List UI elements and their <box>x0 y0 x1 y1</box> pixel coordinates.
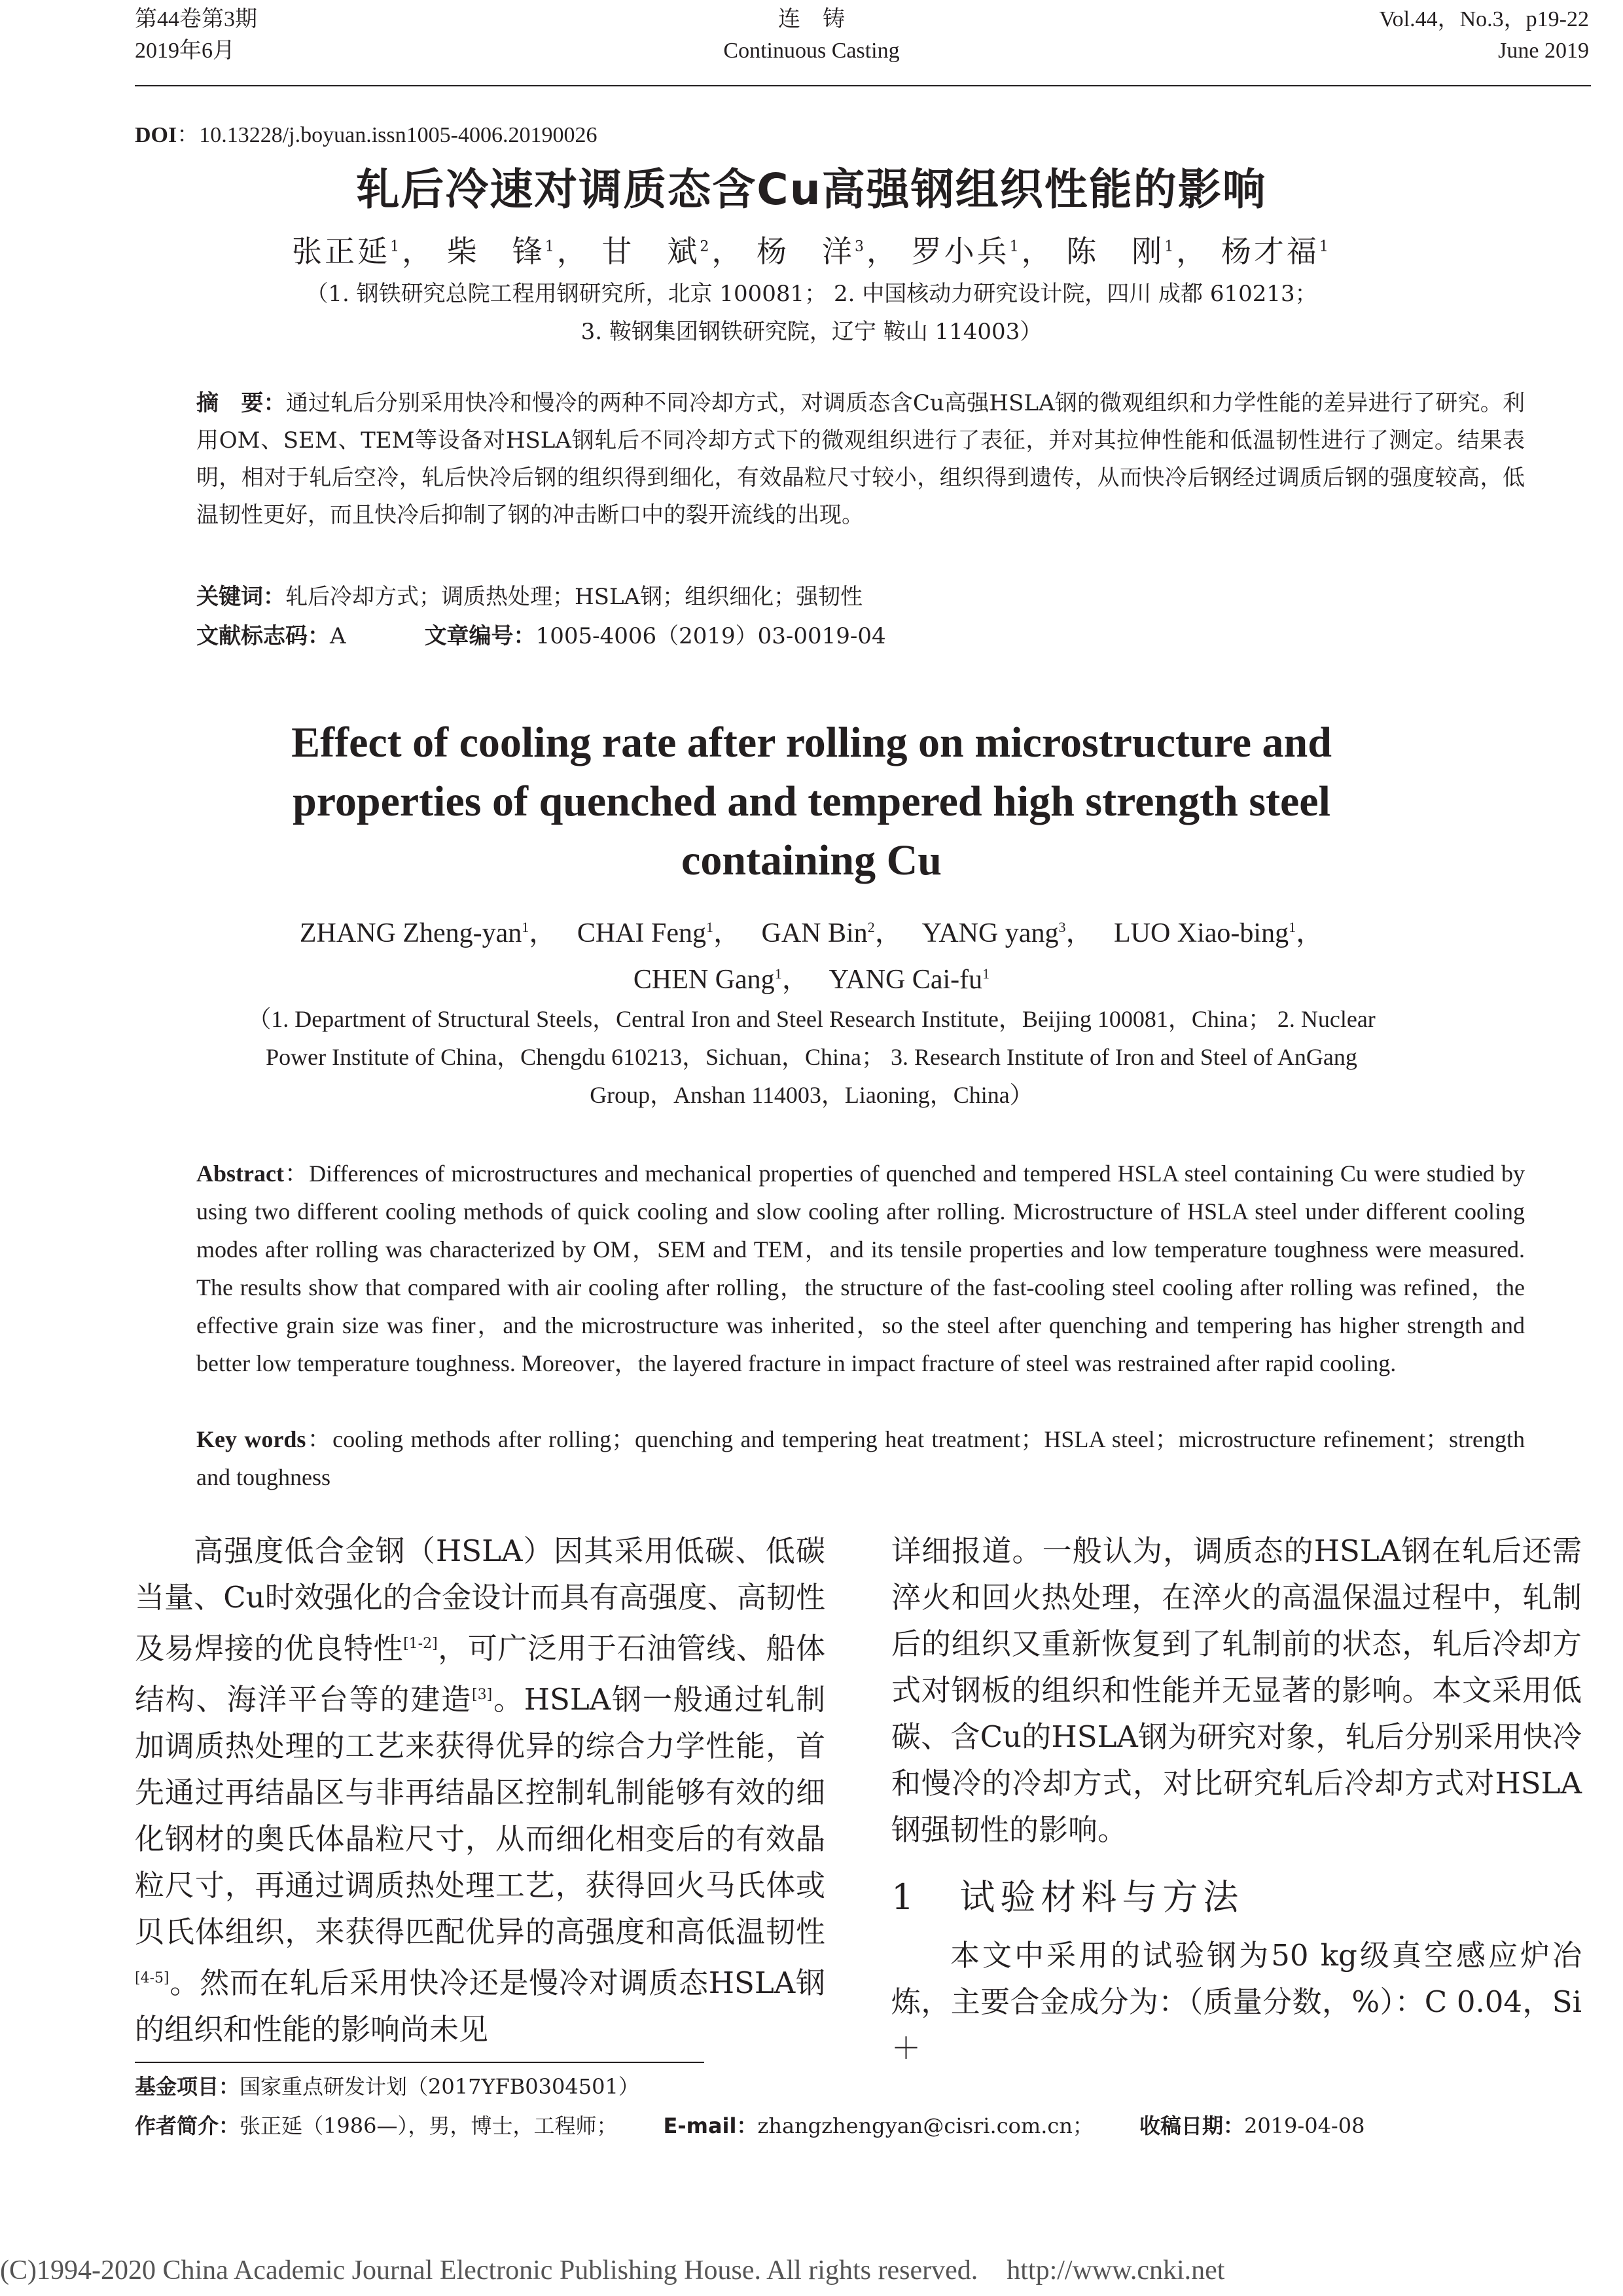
author-en: CHAI Feng$^1$ <box>577 918 713 948</box>
author-cn: 陈 刚$^1$ <box>1066 234 1177 269</box>
abstract-en-text: ：Differences of microstructures and mechanical properties of quenched and tempered HSLA steel containing Cu were studied by using two different cooling methods of quick cooling and slow cooling after rolling. Microstructure of HSLA steel under different cooling modes after rolling was characterized by OM，SEM and TEM，and its tensile properties and low temperature toughness were measured. The results show that compared with air cooling after rolling，the structure of the fast-cooling steel cooling after rolling was refined，the effective grain size was finer，and the microstructure was inherited，so the steel after quenching and tempering has higher strength and better low temperature toughness. Moreover，the layered fracture in impact fracture of steel was restrained after rapid cooling. <box>196 1160 1525 1376</box>
affiliation-cn-line: （1. 钢铁研究总院工程用钢研究所，北京 100081； 2. 中国核动力研究设计院，四川 成都 610213； <box>306 281 1317 307</box>
citation[interactable]: [1-2] <box>403 1636 438 1652</box>
author-cn: 柴 锋$^1$ <box>446 234 557 269</box>
affiliation-cn-line: 3. 鞍钢集团钢铁研究院，辽宁 鞍山 114003） <box>580 319 1043 345</box>
keywords-cn <box>196 581 863 613</box>
citation[interactable]: [3] <box>472 1687 493 1703</box>
classification-cn <box>196 620 886 652</box>
affiliations-en: （1. Department of Structural Steels，Central Iron and Steel Research Institute，Beijing 100081，China； 2. Nuclear Power Institute of China，Chengdu 610213，Sichuan，China； 3. Research Institute of Iron and Steel of AnGang Group，Anshan 114003，Liaoning，China） <box>247 1006 1376 1108</box>
body-column-right <box>891 1528 1582 1853</box>
body-paragraph: 详细报道。一般认为，调质态的HSLA钢在轧后还需淬火和回火热处理，在淬火的高温保温过程中，轧制后的组织又重新恢复到了轧制前的状态，轧后冷却方式对钢板的组织和性能并无显著的影响。本文采用低碳、含Cu的HSLA钢为研究对象，轧后分别采用快冷和慢冷的冷却方式，对比研究轧后冷却方式对HSLA钢强韧性的影响。 <box>891 1534 1582 1847</box>
volume-issue: 第44卷第3期 <box>135 7 257 31</box>
funding-text: 国家重点研发计划（2017YFB0304501） <box>240 2074 639 2099</box>
doi <box>135 117 597 149</box>
affiliations-cn <box>0 275 1623 351</box>
title-cn: 轧后冷速对调质态含Cu高强钢组织性能的影响 <box>356 164 1267 215</box>
author-en: YANG Cai-$fu^1$ <box>829 965 990 995</box>
author-cn: 罗小兵$^1$ <box>911 234 1022 269</box>
funding-label: 基金项目： <box>135 2074 240 2099</box>
section-body <box>891 1932 1582 2072</box>
email-label: E-mail： <box>663 2113 758 2138</box>
doc-code-label: 文献标志码： <box>196 623 330 649</box>
volume-pages: Vol.44，No.3，p19-22 <box>1379 7 1589 31</box>
author-cn: 杨才福$^1$ <box>1221 234 1331 269</box>
abstract-cn <box>196 385 1525 534</box>
cnki-link[interactable]: http://www.cnki.net <box>1007 2255 1225 2286</box>
doi-label: DOI <box>135 123 177 147</box>
authors-en: ZHANG Zheng-yan$^1$， CHAI Feng$^1$， GAN Bin$^2$， YANG yang$^3$， LUO Xiao-bing$^1$， CHEN Gang$^1$， YANG Cai-$fu^1$ <box>299 918 1324 995</box>
author-cn: 张正延$^1$ <box>292 234 402 269</box>
citation[interactable]: [4-5] <box>135 1970 169 1986</box>
article-number-value: 1005-4006（2019）03-0019-04 <box>535 623 886 649</box>
keywords-en <box>196 1420 1525 1496</box>
keywords-cn-text: 轧后冷却方式；调质热处理；HSLA钢；组织细化；强韧性 <box>285 584 863 610</box>
copyright-line <box>0 2255 1224 2286</box>
author-en: YANG yang$^3$ <box>921 918 1066 948</box>
journal-name-en: Continuous Casting <box>723 39 900 63</box>
header-rule <box>135 85 1591 86</box>
received-label: 收稿日期： <box>1139 2113 1244 2138</box>
author-en: ZHANG Zheng-yan$^1$ <box>299 918 529 948</box>
funding-note <box>135 2071 639 2102</box>
email-value[interactable]: zhangzhengyan@cisri.com.cn； <box>757 2113 1094 2138</box>
bio-text: 张正延（1986—），男，博士，工程师； <box>240 2113 618 2138</box>
received-value: 2019-04-08 <box>1243 2113 1365 2138</box>
keywords-cn-label: 关键词： <box>196 584 285 610</box>
author-en: LUO Xiao-bing$^1$ <box>1113 918 1296 948</box>
author-bio-note <box>135 2110 1591 2142</box>
journal-name-cn: 连 铸 <box>778 7 845 31</box>
abstract-en <box>196 1155 1525 1382</box>
section-heading: 1 试验材料与方法 <box>891 1876 1244 1918</box>
journal-volume-info-en <box>1380 4 1590 67</box>
title-en-line: containing Cu <box>681 836 942 884</box>
body-paragraph: 高强度低合金钢（HSLA）因其采用低碳、低碳当量、Cu时效强化的合金设计而具有高强度、高韧性及易焊接的优良特性[1-2]，可广泛用于石油管线、船体结构、海洋平台等的建造[3]。HSLA钢一般通过轧制加调质热处理的工艺来获得优异的综合力学性能，首先通过再结晶区与非再结晶区控制轧制能够有效的细化钢材的奥氏体晶粒尺寸，从而细化相变后的有效晶粒尺寸，再通过调质热处理工艺，获得回火马氏体或贝氏体组织，来获得匹配优异的高强度和高低温韧性[4-5]。然而在轧后采用快冷还是慢冷对调质态HSLA钢的组织和性能的影响尚未见 <box>135 1534 825 2047</box>
keywords-en-label: Key words <box>196 1426 306 1452</box>
abstract-cn-label: 摘 要： <box>196 390 286 416</box>
doc-code-value: A <box>330 623 346 649</box>
body-column-left <box>135 1528 825 2053</box>
author-cn: 杨 洋$^3$ <box>757 234 866 269</box>
author-cn: 甘 斌$^2$ <box>601 234 712 269</box>
abstract-en-label: Abstract <box>196 1160 284 1187</box>
issue-date-en: June 2019 <box>1498 39 1589 63</box>
copyright-text: (C)1994-2020 China Academic Journal Electronic Publishing House. All rights reserved. <box>0 2255 978 2286</box>
doi-value: ：10.13228/j.boyuan.issn1005-4006.20190026 <box>177 123 597 147</box>
footnote-rule <box>135 2062 704 2063</box>
authors-cn: 张正延$^1$， 柴 锋$^1$， 甘 斌$^2$， 杨 洋$^3$， 罗小兵$^1$， 陈 刚$^1$， 杨才福$^1$ <box>292 234 1331 269</box>
title-en-line: properties of quenched and tempered high strength steel <box>293 778 1330 825</box>
bio-label: 作者简介： <box>135 2113 240 2138</box>
body-paragraph: 本文中采用的试验钢为50 kg级真空感应炉冶炼，主要合金成分为：（质量分数，%）：C 0.04，Si＋ <box>891 1938 1582 2066</box>
abstract-cn-text: 通过轧后分别采用快冷和慢冷的两种不同冷却方式，对调质态含Cu高强HSLA钢的微观组织和力学性能的差异进行了研究。利用OM、SEM、TEM等设备对HSLA钢轧后不同冷却方式下的微观组织进行了表征，并对其拉伸性能和低温韧性进行了测定。结果表明，相对于轧后空冷，轧后快冷后钢的组织得到细化，有效晶粒尺寸较小，组织得到遗传，从而快冷后钢经过调质后钢的强度较高，低温韧性更好，而且快冷后抑制了钢的冲击断口中的裂开流线的出现。 <box>196 390 1525 528</box>
title-en-line: Effect of cooling rate after rolling on microstructure and <box>291 719 1332 766</box>
issue-date-cn: 2019年6月 <box>135 39 235 63</box>
article-number-label: 文章编号： <box>424 623 536 649</box>
title-en <box>0 713 1623 890</box>
author-en: CHEN Gang$^1$ <box>633 965 782 995</box>
keywords-en-text: ：cooling methods after rolling；quenching and tempering heat treatment；HSLA steel；microstructure refinement；strength and toughness <box>196 1426 1525 1490</box>
author-en: GAN Bin$^2$ <box>761 918 875 948</box>
